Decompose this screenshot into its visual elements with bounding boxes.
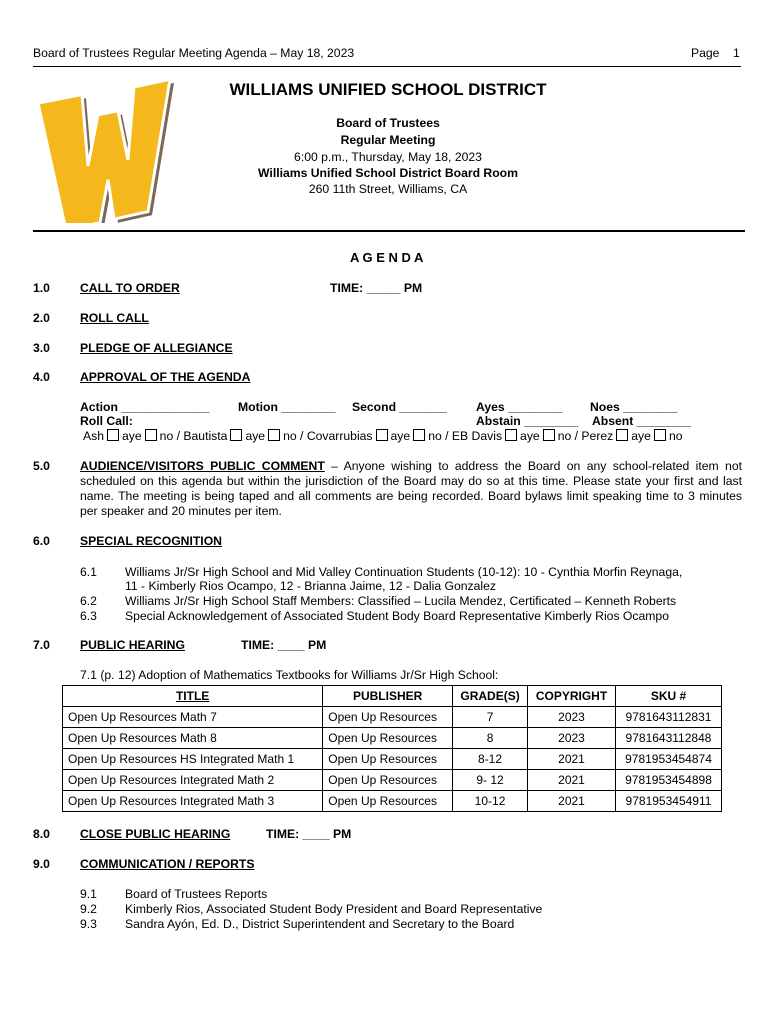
sub-text: Kimberly Rios, Associated Student Body President and Board Representative [125, 902, 543, 916]
item-title-pledge: PLEDGE OF ALLEGIANCE [80, 341, 233, 355]
close-hearing-time: TIME: ____ PM [266, 827, 352, 841]
sub-text: Board of Trustees Reports [125, 887, 268, 901]
trustee-name: / Perez [574, 429, 614, 443]
table-row [63, 770, 722, 791]
item-number: 4.0 [33, 370, 50, 384]
no-checkbox[interactable] [268, 429, 280, 441]
cell-title: Open Up Resources Math 7 [63, 707, 323, 728]
second-field: Second _______ [352, 400, 447, 414]
cell-title: Open Up Resources Integrated Math 3 [63, 791, 323, 812]
table-row [63, 728, 722, 749]
public-hearing-time: TIME: ____ PM [241, 638, 327, 652]
cell-copyright: 2021 [528, 749, 616, 770]
aye-label: aye [520, 429, 540, 443]
cell-sku: 9781953454898 [615, 770, 721, 791]
no-label: no [557, 429, 572, 443]
cell-title: Open Up Resources HS Integrated Math 1 [63, 749, 323, 770]
no-checkbox[interactable] [543, 429, 555, 441]
trustee-name: / EB Davis [445, 429, 503, 443]
item-title-approval-agenda: APPROVAL OF THE AGENDA [80, 370, 251, 384]
district-name: WILLIAMS UNIFIED SCHOOL DISTRICT [229, 80, 547, 99]
absent-field: Absent ________ [592, 414, 691, 428]
table-header-row [63, 686, 722, 707]
aye-label: aye [122, 429, 142, 443]
sub-text: Special Acknowledgement of Associated Student Body Board Representative Kimberly Rios Ocampo [125, 609, 669, 623]
no-label: no [283, 429, 297, 443]
header-rule [33, 66, 741, 67]
motion-field: Motion ________ [238, 400, 336, 414]
sub-text: Sandra Ayón, Ed. D., District Superintendent and Secretary to the Board [125, 917, 515, 931]
cell-grades: 8 [453, 728, 528, 749]
cell-grades: 10-12 [453, 791, 528, 812]
meeting-type: Regular Meeting [340, 133, 436, 147]
cell-publisher: Open Up Resources [323, 749, 453, 770]
call-to-order-time: TIME: _____ PM [330, 281, 423, 295]
col-header-grades: GRADE(S) [453, 686, 528, 707]
cell-grades: 9- 12 [453, 770, 528, 791]
district-logo [30, 78, 180, 223]
cell-sku: 9781643112831 [615, 707, 721, 728]
item-number: 9.0 [33, 857, 50, 871]
sub-text-textbooks: 7.1 (p. 12) Adoption of Mathematics Textbooks for Williams Jr/Sr High School: [80, 668, 499, 682]
cell-title: Open Up Resources Math 8 [63, 728, 323, 749]
public-comment-text: – Anyone wishing to address the Board on any school-related item not scheduled on this agenda but within the jurisdiction of the Board may do so at this time. Please state your first and last name. The meeting is being taped and all comments are being recorded. Board bylaws limit speaking time to 3 minutes per speaker and 20 minutes per item. [80, 459, 742, 518]
table-row [63, 707, 722, 728]
no-label: no [428, 429, 442, 443]
cell-publisher: Open Up Resources [323, 770, 453, 791]
trustee-name: / Covarrubias [300, 429, 373, 443]
col-header-publisher: PUBLISHER [323, 686, 453, 707]
running-header-title: Board of Trustees Regular Meeting Agenda – May 18, 2023 [33, 46, 355, 60]
aye-checkbox[interactable] [376, 429, 388, 441]
col-header-sku: SKU # [615, 686, 721, 707]
item-number: 2.0 [33, 311, 50, 325]
public-comment-paragraph [80, 459, 742, 519]
aye-checkbox[interactable] [230, 429, 242, 441]
item-title-special-recognition: SPECIAL RECOGNITION [80, 534, 222, 548]
no-checkbox[interactable] [654, 429, 666, 441]
no-checkbox[interactable] [145, 429, 157, 441]
cell-copyright: 2021 [528, 770, 616, 791]
abstain-field: Abstain ________ [476, 414, 579, 428]
item-number: 7.0 [33, 638, 50, 652]
sub-number: 6.2 [80, 594, 97, 608]
item-number: 3.0 [33, 341, 50, 355]
item-title-call-to-order: CALL TO ORDER [80, 281, 180, 295]
cell-publisher: Open Up Resources [323, 728, 453, 749]
sub-number: 9.1 [80, 887, 97, 901]
no-label: no [159, 429, 174, 443]
trustee-name: Ash [83, 429, 105, 443]
cell-sku: 9781643112848 [615, 728, 721, 749]
no-label: no [668, 429, 683, 443]
cell-publisher: Open Up Resources [323, 791, 453, 812]
item-number: 1.0 [33, 281, 50, 295]
sub-text: Williams Jr/Sr High School Staff Members: Classified – Lucila Mendez, Certificated – Kenneth Roberts [125, 594, 677, 608]
item-title-public-comment: AUDIENCE/VISITORS PUBLIC COMMENT [80, 459, 325, 473]
cell-copyright: 2021 [528, 791, 616, 812]
table-row [63, 749, 722, 770]
aye-label: aye [390, 429, 411, 443]
cell-sku: 9781953454874 [615, 749, 721, 770]
cell-publisher: Open Up Resources [323, 707, 453, 728]
no-checkbox[interactable] [413, 429, 425, 441]
trustee-name: / Bautista [176, 429, 228, 443]
cell-grades: 7 [453, 707, 528, 728]
ayes-field: Ayes ________ [476, 400, 563, 414]
sub-number: 9.2 [80, 902, 97, 916]
item-number: 8.0 [33, 827, 50, 841]
item-title-public-hearing: PUBLIC HEARING [80, 638, 185, 652]
agenda-title: A G E N D A [350, 250, 424, 265]
cell-copyright: 2023 [528, 707, 616, 728]
sub-text: Williams Jr/Sr High School and Mid Valley Continuation Students (10-12): 10 - Cynthia Morfin Reynaga, [125, 565, 683, 579]
cell-copyright: 2023 [528, 728, 616, 749]
roll-call-label: Roll Call: [80, 414, 133, 428]
meeting-room: Williams Unified School District Board Room [258, 166, 518, 180]
table-row [63, 791, 722, 812]
action-field: Action _____________ [80, 400, 210, 414]
meeting-datetime: 6:00 p.m., Thursday, May 18, 2023 [294, 150, 482, 164]
aye-checkbox[interactable] [505, 429, 517, 441]
page-number: 1 [733, 46, 740, 60]
item-title-close-hearing: CLOSE PUBLIC HEARING [80, 827, 231, 841]
sub-number: 9.3 [80, 917, 97, 931]
cell-grades: 8-12 [453, 749, 528, 770]
sub-text-cont: 11 - Kimberly Rios Ocampo, 12 - Brianna Jaime, 12 - Dalia Gonzalez [125, 579, 496, 593]
col-header-title: TITLE [63, 686, 323, 707]
aye-checkbox[interactable] [616, 429, 628, 441]
sub-number: 6.3 [80, 609, 97, 623]
roll-call-votes [83, 429, 683, 443]
meeting-address: 260 11th Street, Williams, CA [308, 182, 468, 196]
sub-number: 6.1 [80, 565, 97, 579]
cell-sku: 9781953454911 [615, 791, 721, 812]
item-number: 6.0 [33, 534, 50, 548]
item-title-communication: COMMUNICATION / REPORTS [80, 857, 255, 871]
textbooks-table [62, 685, 722, 812]
cell-title: Open Up Resources Integrated Math 2 [63, 770, 323, 791]
item-number: 5.0 [33, 459, 50, 473]
page-label: Page [691, 46, 720, 60]
aye-label: aye [631, 429, 651, 443]
col-header-copyright: COPYRIGHT [528, 686, 616, 707]
aye-label: aye [245, 429, 266, 443]
noes-field: Noes ________ [590, 400, 678, 414]
masthead-rule [33, 230, 745, 232]
board-name: Board of Trustees [336, 116, 440, 130]
aye-checkbox[interactable] [107, 429, 119, 441]
item-title-roll-call: ROLL CALL [80, 311, 149, 325]
